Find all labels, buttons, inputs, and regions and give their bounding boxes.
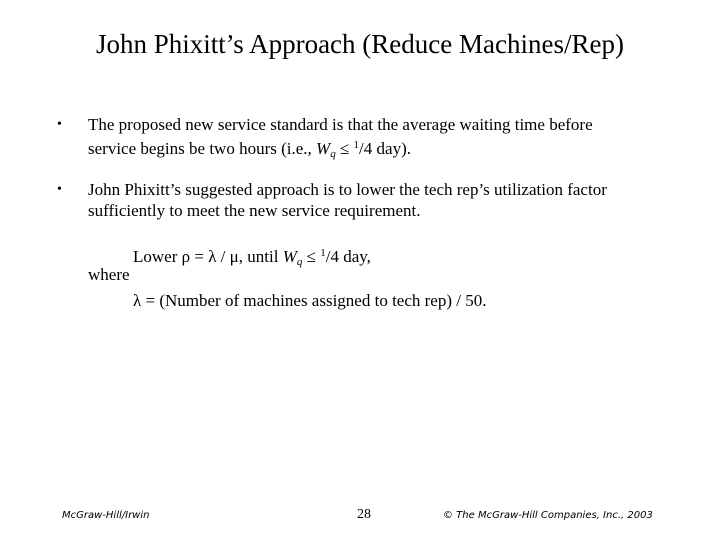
fraction-numerator: 1 xyxy=(353,139,360,151)
bullet-icon: • xyxy=(57,117,62,132)
formula-lower-rho xyxy=(133,243,371,273)
text-segment: service begins be two hours (i.e., xyxy=(88,139,317,158)
bullet-icon: • xyxy=(57,182,62,197)
text-segment: Lower ρ = λ / μ, until xyxy=(133,247,283,266)
slide-title: John Phixitt’s Approach (Reduce Machines/Rep) xyxy=(96,29,624,59)
wq-symbol: W xyxy=(316,139,331,158)
footer-publisher: McGraw-Hill/Irwin xyxy=(62,510,150,521)
text-segment: day). xyxy=(372,139,411,158)
fraction-denominator: /4 xyxy=(359,139,373,158)
wq-subscript: q xyxy=(330,148,336,160)
bullet-line: John Phixitt’s suggested approach is to lower the tech rep’s utilization factor xyxy=(88,180,607,199)
fraction-denominator: /4 xyxy=(325,247,339,266)
bullet-text xyxy=(88,114,653,165)
footer-copyright: © The McGraw-Hill Companies, Inc., 2003 xyxy=(443,510,653,521)
leq-symbol: ≤ xyxy=(302,247,321,266)
bullet-line: sufficiently to meet the new service requirement. xyxy=(88,201,421,220)
wq-subscript: q xyxy=(296,256,303,268)
formula-lambda-definition: λ = (Number of machines assigned to tech rep) / 50. xyxy=(133,291,487,310)
bullet-text xyxy=(88,179,653,221)
bullet-line xyxy=(88,135,653,165)
page-number: 28 xyxy=(357,507,371,522)
leq-symbol: ≤ xyxy=(335,139,354,158)
wq-symbol: W xyxy=(282,247,297,266)
text-segment: day, xyxy=(338,247,371,266)
formula-where: where xyxy=(88,265,130,284)
fraction-numerator: 1 xyxy=(320,247,326,259)
bullet-line: The proposed new service standard is that the average waiting time before xyxy=(88,115,593,134)
